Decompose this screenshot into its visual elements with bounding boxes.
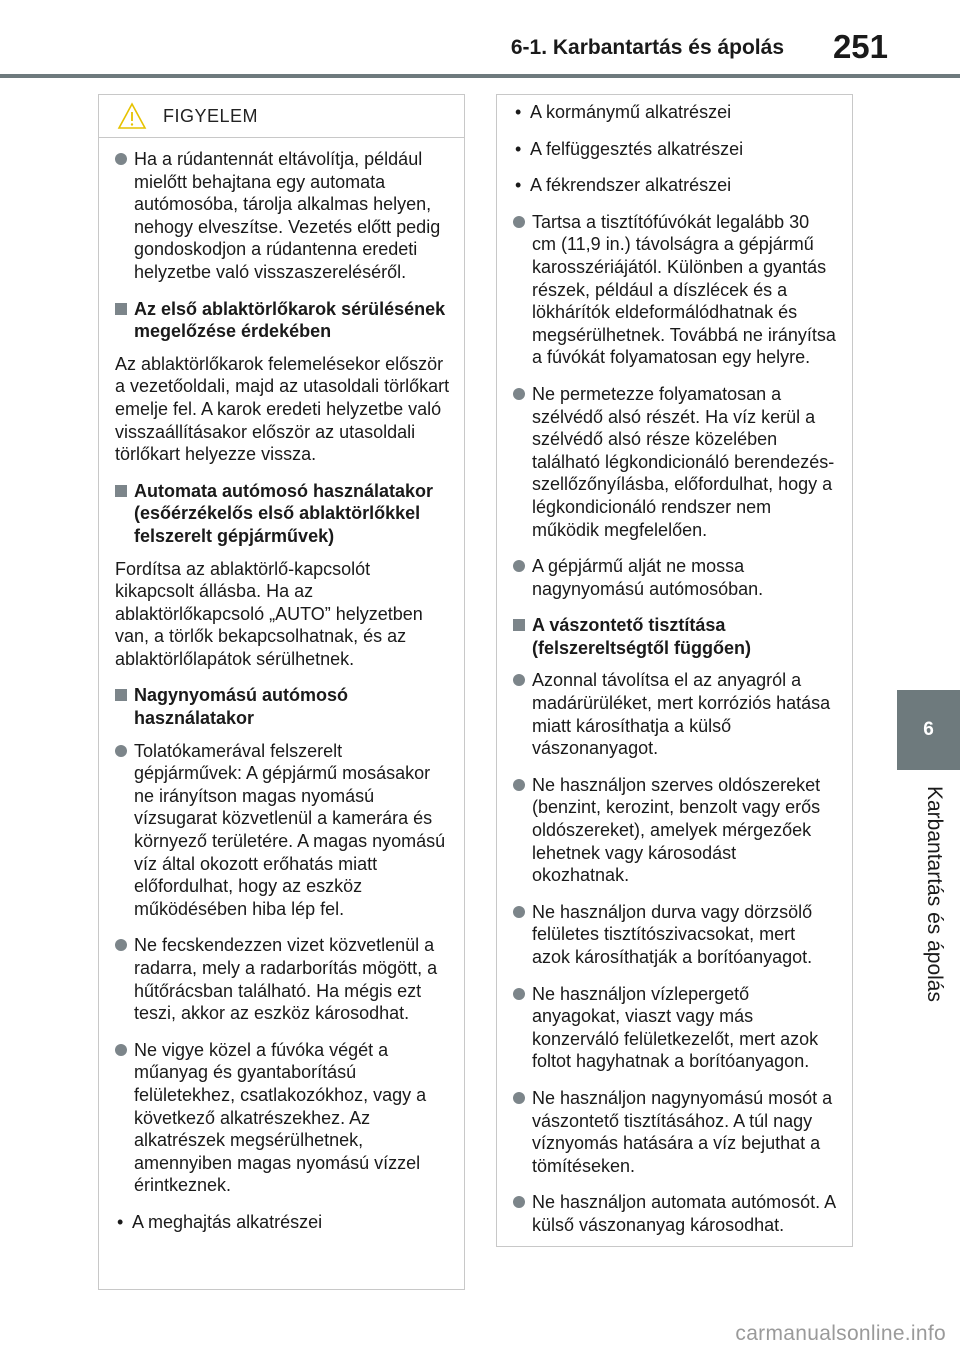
chapter-label: Karbantartás és ápolás [923, 786, 946, 1002]
section-title: 6-1. Karbantartás és ápolás [510, 36, 784, 59]
warning-header [99, 95, 464, 138]
list-item: • A meghajtás alkatrészei [115, 1211, 450, 1234]
paragraph: Az ablaktörlőkarok felemelésekor először a vezetőoldali, majd az utasoldali törlőkart emelje fel. A karok eredeti helyzetbe való visszaállításakor először az utasoldali törlőkart helyezze vissza. [115, 353, 450, 465]
subheading: Az első ablaktörlőkarok sérülésének megelőzése érdekében [115, 298, 450, 343]
list-item: Ne permetezze folyamatosan a szélvédő alsó részét. Ha víz kerül a szélvédő alsó része közelében található légkondicionáló berendezés-szellőzőnyílásba, előfordulhat, hogy a légkondicionáló rendszer nem működik megfelelően. [513, 383, 838, 541]
warning-triangle-icon [117, 102, 147, 130]
list-item: Ha a rúdantennát eltávolítja, például mielőtt behajtana egy automata autómosóba, tárolja alkalmas helyen, nehogy elveszítse. Vezetés előtt pedig gondoskodjon a rúdantenna eredeti helyzetbe való visszaszereléséről. [115, 148, 450, 284]
warning-box-right [496, 94, 853, 1247]
list-item: • A kormánymű alkatrészei [513, 101, 838, 124]
list-item: Tartsa a tisztítófúvókát legalább 30 cm (11,9 in.) távolságra a gépjármű karosszériájától. Különben a gyantás részek, például a díszlécek és a lökhárítók eldeformálódhatnak és megsérülhetnek. Továbbá ne irányítsa a fúvókát folyamatosan egy helyre. [513, 211, 838, 369]
watermark: carmanualsonline.info [735, 1322, 946, 1345]
chapter-number: 6 [923, 719, 934, 740]
subheading: Automata autómosó használatakor (esőérzékelős első ablaktörlőkkel felszerelt gépjárművek) [115, 480, 450, 548]
list-item: • A felfüggesztés alkatrészei [513, 138, 838, 161]
list-item: Tolatókamerával felszerelt gépjárművek: A gépjármű mosásakor ne irányítson magas nyomású vízsugarat közvetlenül a kamerára és környező területére. A magas nyomású víz által okozott erőhatás miatt előfordulhat, hogy az eszköz működésében hiba lép fel. [115, 740, 450, 921]
list-item: Ne használjon durva vagy dörzsölő felületes tisztítószivacsokat, mert azok károsíthatják a borítóanyagot. [513, 901, 838, 969]
list-item: Ne használjon szerves oldószereket (benzint, kerozint, benzolt vagy erős oldószereket), amelyek mérgezőek lehetnek vagy károsodást okozhatnak. [513, 774, 838, 887]
warning-box-left [98, 94, 465, 1290]
page-number: 251 [832, 28, 888, 65]
subheading: Nagynyomású autómosó használatakor [115, 684, 450, 729]
chapter-tab[interactable] [897, 690, 960, 770]
list-item: Ne használjon automata autómosót. A külső vászonanyag károsodhat. [513, 1191, 838, 1236]
list-item: Azonnal távolítsa el az anyagról a madárürüléket, mert korróziós hatása miatt károsíthatja a külső vászonanyagot. [513, 669, 838, 759]
subheading: A vászontető tisztítása (felszereltségtől függően) [513, 614, 838, 659]
list-item: Ne vigye közel a fúvóka végét a műanyag és gyantaborítású felületekhez, csatlakozókhoz, vagy a következő alkatrészekhez. Az alkatrészek megsérülhetnek, amennyiben magas nyomású vízzel érintkeznek. [115, 1039, 450, 1197]
list-item: Ne fecskendezzen vizet közvetlenül a radarra, mely a radarborítás mögött, a hűtőrácsban található. Ha mégis ezt teszi, akkor az eszköz károsodhat. [115, 934, 450, 1024]
list-item: Ne használjon nagynyomású mosót a vászontető tisztításához. A túl nagy víznyomás hatására a víz bejuthat a tömítéseken. [513, 1087, 838, 1177]
paragraph: Fordítsa az ablaktörlő-kapcsolót kikapcsolt állásba. Ha az ablaktörlőkapcsoló „AUTO” helyzetben van, a törlők bekapcsolhatnak, és az ablaktörlőlapátok sérülhetnek. [115, 558, 423, 669]
list-item: • A fékrendszer alkatrészei [513, 174, 838, 197]
list-item: Ne használjon vízlepergető anyagokat, viaszt vagy más konzerváló felületkezelőt, mert azok foltot hagyhatnak a borítóanyagon. [513, 983, 838, 1073]
header-divider [0, 74, 960, 78]
list-item: A gépjármű alját ne mossa nagynyomású autómosóban. [513, 555, 838, 600]
warning-label: FIGYELEM [163, 105, 259, 126]
